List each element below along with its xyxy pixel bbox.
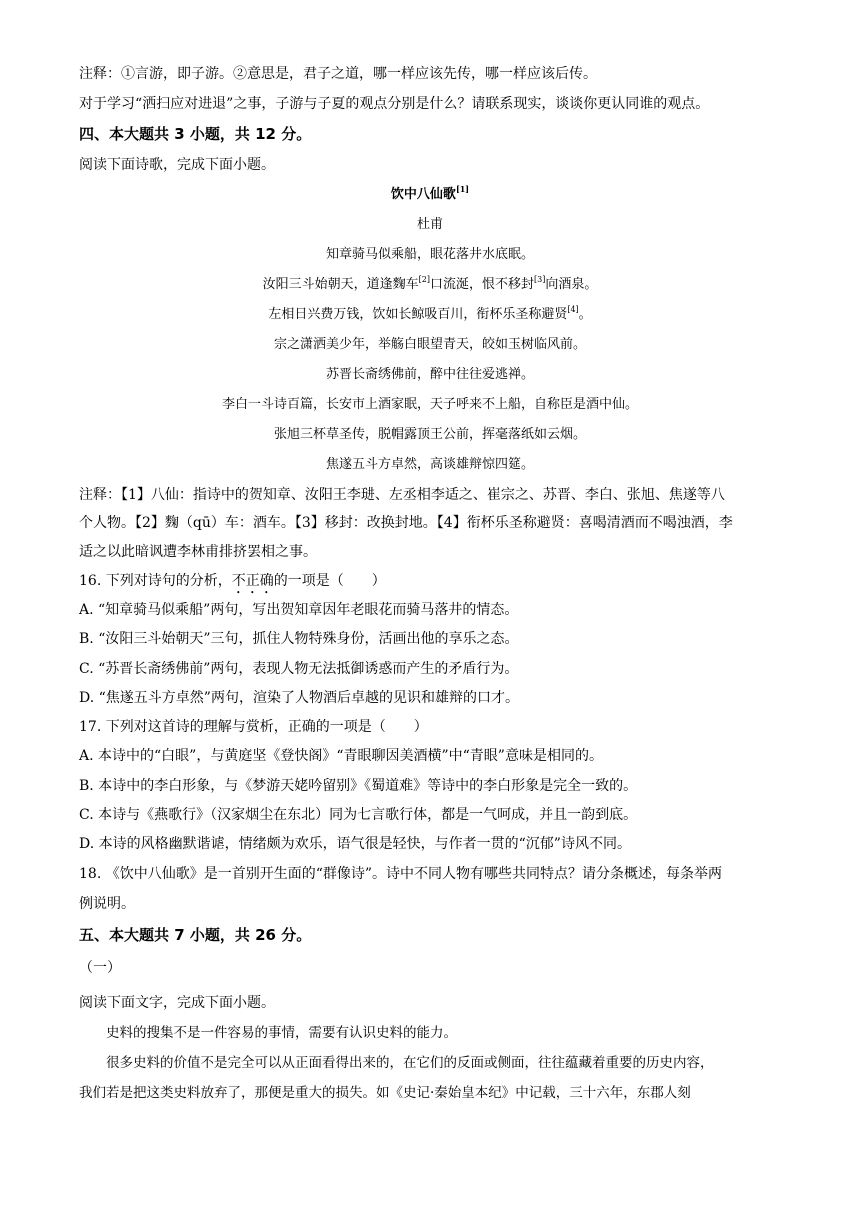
q16-option-b: B. “汝阳三斗始朝天”三句，抓住人物特殊身份，活画出他的享乐之态。 <box>79 631 519 647</box>
q17-stem: 17. 下列对这首诗的理解与赏析，正确的一项是（ ） <box>79 719 428 735</box>
q16-option-a: A. “知章骑马似乘船”两句，写出贺知章因年老眼花而骑马落井的情态。 <box>79 602 519 618</box>
poem-notes-line-1: 注释：【1】八仙：指诗中的贺知章、汝阳王李琎、左丞相李适之、崔宗之、苏晋、李白、张旭、焦遂等八 <box>79 487 725 503</box>
poem-line-4: 宗之潇洒美少年，举觞白眼望青天，皎如玉树临风前。 <box>273 337 586 352</box>
poem-notes-line-2: 个人物。【2】麴（qū）车：酒车。【3】移封：改换封地。【4】衔杯乐圣称避贤：喜喝清酒而不喝浊酒，李 <box>79 515 733 531</box>
section-4-heading: 四、本大题共 3 小题，共 12 分。 <box>79 125 312 143</box>
q17-option-d: D. 本诗的风格幽默谐谑，情绪颇为欢乐，语气很是轻快，与作者一贯的“沉郁”诗风不同。 <box>79 836 631 852</box>
poem-line-5: 苏晋长斋绣佛前，醉中往往爱逃禅。 <box>325 367 534 382</box>
poem-notes-line-3: 适之以此暗讽遭李林甫排挤罢相之事。 <box>79 544 317 560</box>
section-4-intro: 阅读下面诗歌，完成下面小题。 <box>79 157 275 173</box>
question-15: 对于学习“洒扫应对进退”之事，子游与子夏的观点分别是什么？请联系现实，谈谈你更认同谁的观点。 <box>79 96 710 112</box>
q17-option-b: B. 本诗中的李白形象，与《梦游天姥吟留别》《蜀道难》等诗中的李白形象是完全一致的。 <box>79 778 638 794</box>
poem-title-note: [1] <box>455 184 470 194</box>
poem-line-3 <box>0 306 860 324</box>
poem-line-3-note: [4] <box>567 305 579 314</box>
poem-line-2 <box>0 276 860 294</box>
poem-line-2-note-2: [3] <box>534 275 546 284</box>
poem-line-8: 焦遂五斗方卓然，高谈雄辩惊四筵。 <box>325 457 534 472</box>
section-5-intro: 阅读下面文字，完成下面小题。 <box>79 995 275 1011</box>
section-5-heading: 五、本大题共 7 小题，共 26 分。 <box>79 926 312 944</box>
poem-line-3-a: 左相日兴费万钱，饮如长鲸吸百川，衔杯乐圣称避贤 <box>268 307 568 322</box>
poem-line-2-c: 向酒泉。 <box>545 277 598 292</box>
poem-line-2-note-1: [2] <box>418 275 430 284</box>
q16-option-d: D. “焦遂五斗方卓然”两句，渲染了人物酒后卓越的见识和雄辩的口才。 <box>79 690 519 706</box>
q16-stem-emphasis: 不正确 <box>231 573 274 589</box>
q17-option-a: A. 本诗中的“白眼”，与黄庭坚《登快阁》“青眼聊因美酒横”中“青眼”意味是相同的。 <box>79 748 603 764</box>
poem-line-6: 李白一斗诗百篇，长安市上酒家眠，天子呼来不上船，自称臣是酒中仙。 <box>221 397 638 412</box>
passage-paragraph-1: 史料的搜集不是一件容易的事情，需要有认识史料的能力。 <box>106 1025 457 1041</box>
poem-title-text: 饮中八仙歌 <box>390 187 456 202</box>
q16-stem <box>79 572 386 597</box>
poem-line-2-b: 口流涎，恨不移封 <box>429 277 534 292</box>
q16-stem-a: 16. 下列对诗句的分析， <box>79 573 232 589</box>
q16-stem-b: 的一项是（ ） <box>273 573 386 589</box>
q16-option-c: C. “苏晋长斋绣佛前”两句，表现人物无法抵御诱惑而产生的矛盾行为。 <box>79 661 519 677</box>
poem-author: 杜甫 <box>416 217 443 232</box>
notes-top: 注释：①言游，即子游。②意思是，君子之道，哪一样应该先传，哪一样应该后传。 <box>79 66 597 82</box>
section-5-part: （一） <box>79 960 121 976</box>
passage-paragraph-2-line-2: 我们若是把这类史料放弃了，那便是重大的损失。如《史记·秦始皇本纪》中记载，三十六年，东郡人刻 <box>79 1085 691 1101</box>
passage-paragraph-2-line-1: 很多史料的价值不是完全可以从正面看得出来的，在它们的反面或侧面，往往蕴藏着重要的历史内容， <box>106 1055 714 1071</box>
q18-line-1: 18. 《饮中八仙歌》是一首别开生面的“群像诗”。诗中不同人物有哪些共同特点？请分条概述，每条举两 <box>79 866 723 882</box>
poem-line-2-a: 汝阳三斗始朝天，道逢麴车 <box>262 277 419 292</box>
q18-line-2: 例说明。 <box>79 896 135 912</box>
poem-line-1: 知章骑马似乘船，眼花落井水底眠。 <box>325 247 534 262</box>
poem-line-7: 张旭三杯草圣传，脱帽露顶王公前，挥毫落纸如云烟。 <box>273 427 586 442</box>
poem-line-3-b: 。 <box>578 307 592 322</box>
poem-title <box>0 186 860 204</box>
q17-option-c: C. 本诗与《燕歌行》（汉家烟尘在东北）同为七言歌行体，都是一气呵成，并且一韵到底。 <box>79 807 638 823</box>
